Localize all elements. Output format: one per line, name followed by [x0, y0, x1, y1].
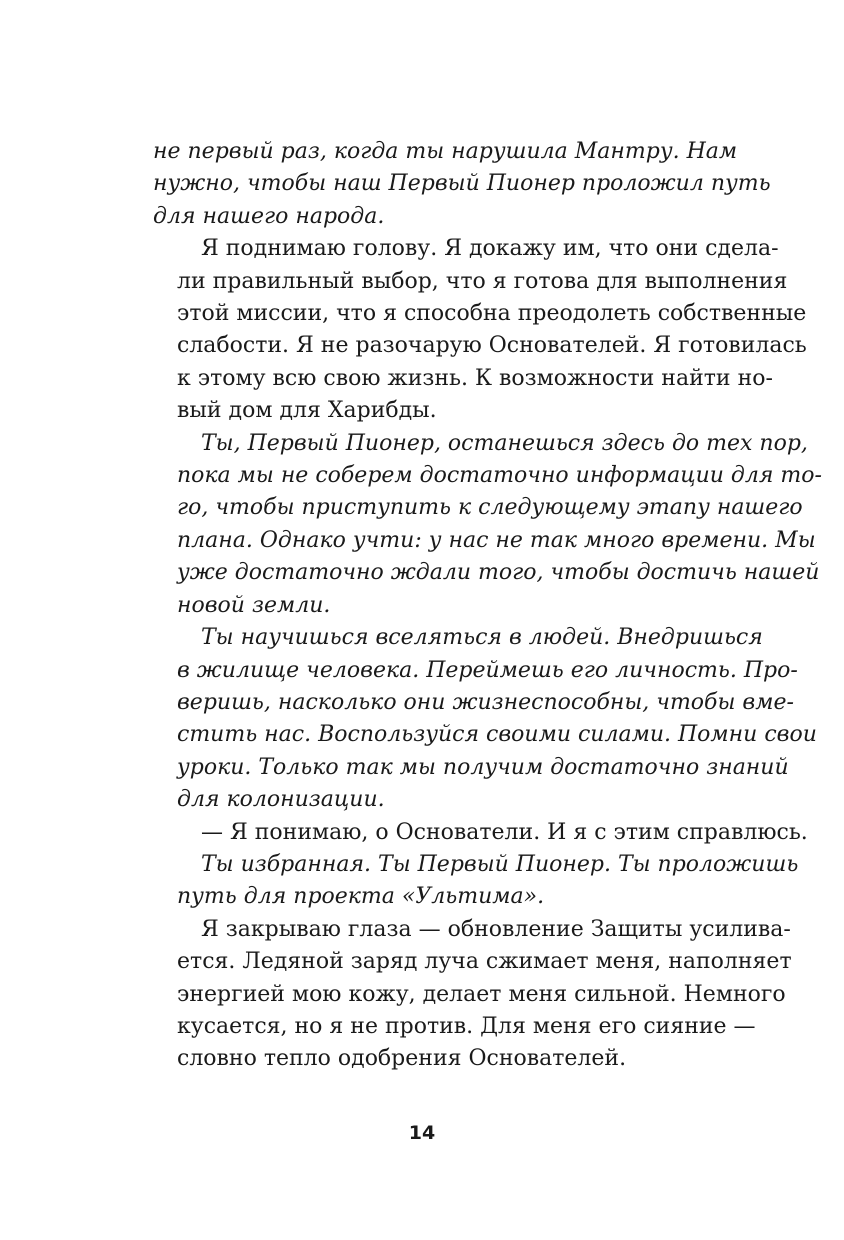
text-line: нужно, чтобы наш Первый Пионер проложил путь [153, 171, 771, 197]
text-line: Ты, Первый Пионер, останешься здесь до тех пор, [201, 430, 808, 456]
text-line: для колонизации. [177, 787, 385, 813]
text-line: Я закрываю глаза — обновление Защиты усилива- [201, 916, 791, 942]
paragraph [153, 817, 808, 849]
text-line: в жилище человека. Переймешь его личность. Про- [177, 657, 798, 683]
text-line: новой земли. [177, 592, 331, 618]
paragraph [153, 914, 792, 1076]
text-line: веришь, насколько они жизнеспособны, чтобы вме- [177, 689, 794, 715]
text-line: Я поднимаю голову. Я докажу им, что они сдела- [201, 236, 779, 262]
page-number: 14 [408, 1122, 436, 1144]
text-line: уроки. Только так мы получим достаточно знаний [177, 754, 789, 780]
text-line: Ты научишься вселяться в людей. Внедришься [201, 625, 763, 651]
text-line: ли правильный выбор, что я готова для выполнения [177, 268, 788, 294]
text-line: слабости. Я не разочарую Основателей. Я готовилась [177, 333, 807, 359]
text-line: вый дом для Харибды. [177, 398, 437, 424]
text-line: к этому всю свою жизнь. К возможности найти но- [177, 365, 773, 391]
paragraph [153, 428, 822, 622]
text-line: энергией мою кожу, делает меня сильной. Немного [177, 981, 786, 1007]
body-text [153, 136, 822, 1076]
text-line: кусается, но я не против. Для меня его сияние — [177, 1013, 756, 1039]
text-line: этой миссии, что я способна преодолеть собственные [177, 301, 807, 327]
paragraph [153, 849, 799, 914]
text-line: словно тепло одобрения Основателей. [177, 1046, 627, 1072]
text-line: — Я понимаю, о Основатели. И я с этим справлюсь. [201, 819, 808, 845]
text-line: путь для проекта «Ультима». [177, 884, 545, 910]
text-line: ется. Ледяной заряд луча сжимает меня, наполняет [177, 949, 792, 975]
paragraph [153, 622, 817, 816]
text-line: уже достаточно ждали того, чтобы достичь нашей [177, 560, 820, 586]
text-line: Ты избранная. Ты Первый Пионер. Ты проложишь [201, 851, 799, 877]
text-line: го, чтобы приступить к следующему этапу нашего [177, 495, 803, 521]
paragraph [153, 233, 807, 427]
text-line: для нашего народа. [153, 203, 385, 229]
text-line: плана. Однако учти: у нас не так много времени. Мы [177, 527, 816, 553]
text-line: стить нас. Воспользуйся своими силами. Помни свои [177, 722, 817, 748]
text-line: пока мы не соберем достаточно информации для то- [177, 463, 822, 489]
paragraph [153, 136, 771, 233]
text-line: не первый раз, когда ты нарушила Мантру. Нам [153, 139, 738, 164]
